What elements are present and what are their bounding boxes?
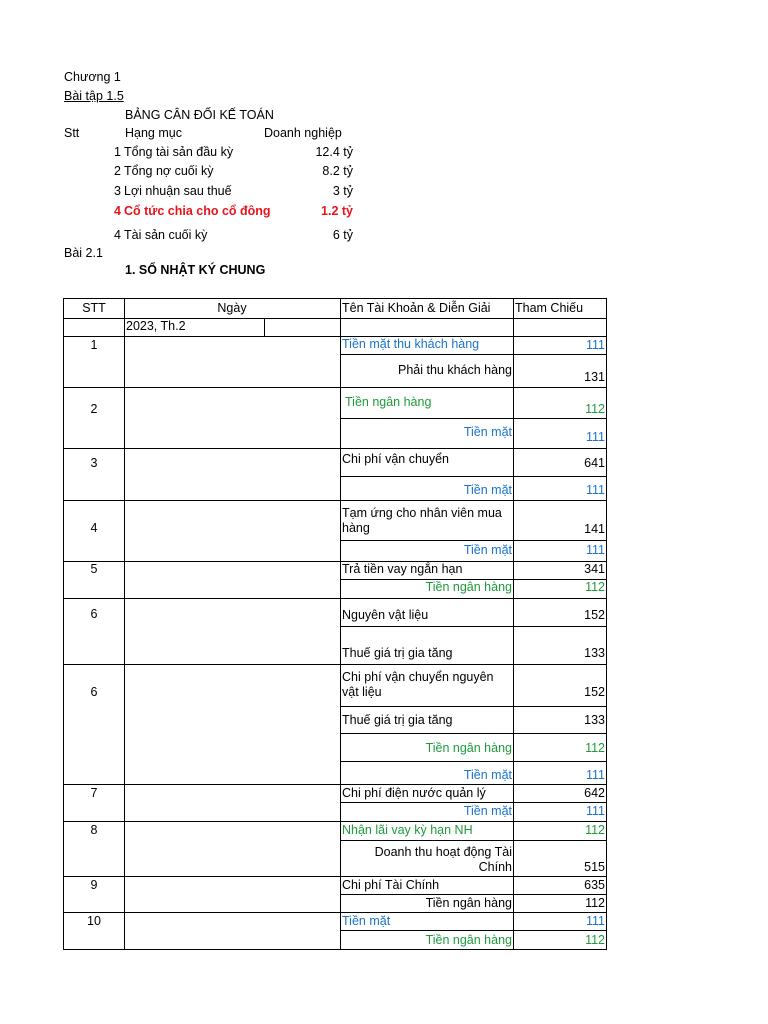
entry-ref: 133 [584, 646, 605, 660]
entry-debit-account: Nhận lãi vay kỳ hạn NH [342, 823, 473, 837]
balance-row-item: Cổ tức chia cho cổ đông [124, 204, 271, 218]
entry-ref: 642 [584, 786, 605, 800]
journal-header-account: Tên Tài Khoản & Diễn Giải [342, 301, 491, 315]
entry-ref: 112 [585, 741, 605, 755]
entry-ref: 635 [584, 878, 605, 892]
chapter-label: Chương 1 [64, 70, 121, 84]
exercise2-label: Bài 2.1 [64, 246, 103, 260]
entry-debit-account: Tiền mặt [342, 914, 391, 928]
col-stt-header: Stt [64, 126, 80, 140]
entry-debit-account: Thuế giá trị gia tăng [342, 646, 453, 660]
entry-debit-account: Tạm ứng cho nhân viên mua [342, 506, 502, 520]
balance-sheet-title: BẢNG CÂN ĐỐI KẾ TOÁN [125, 108, 274, 122]
balance-row-value: 8.2 tỷ [322, 164, 353, 178]
entry-stt: 5 [90, 562, 98, 576]
journal-header-stt: STT [82, 301, 106, 315]
entry-ref: 111 [585, 768, 605, 782]
entry-ref: 111 [585, 543, 605, 557]
entry-credit-account: Tiền ngân hàng [425, 933, 512, 947]
col-business-header: Doanh nghiệp [264, 126, 342, 140]
entry-ref: 111 [585, 914, 605, 928]
exercise-label: Bài tập 1.5 [64, 89, 124, 103]
balance-row-no: 2 [114, 164, 121, 178]
entry-ref: 112 [585, 823, 605, 837]
entry-ref: 112 [585, 933, 605, 947]
entry-debit-account-cont: hàng [342, 521, 370, 535]
entry-debit-account: Chi phí vận chuyển nguyên [342, 670, 494, 684]
entry-credit-account: Tiền ngân hàng [425, 896, 512, 910]
entry-credit-account: Doanh thu hoạt động Tài [374, 845, 512, 859]
entry-ref: 111 [585, 430, 605, 444]
entry-stt: 4 [90, 521, 98, 535]
balance-row-item: Tài sản cuối kỳ [124, 228, 208, 242]
entry-stt: 8 [90, 823, 98, 837]
entry-ref: 641 [584, 456, 605, 470]
balance-row-item: Tổng tài sản đầu kỳ [124, 145, 234, 159]
entry-stt: 2 [90, 402, 98, 416]
balance-row-no: 4 [114, 228, 121, 242]
entry-ref: 131 [584, 370, 605, 384]
entry-debit-account: Nguyên vật liệu [342, 608, 429, 622]
entry-credit-account-cont: Chính [478, 860, 512, 874]
entry-credit-account: Tiền ngân hàng [425, 580, 512, 594]
entry-ref: 141 [584, 522, 605, 536]
entry-ref: 112 [585, 896, 605, 910]
entry-ref: 111 [585, 804, 605, 818]
entry-stt: 6 [90, 607, 98, 621]
balance-row-value: 3 tỷ [332, 184, 353, 198]
entry-stt: 10 [87, 914, 101, 928]
entry-ref: 111 [585, 338, 605, 352]
entry-ref: 111 [585, 483, 605, 497]
entry-debit-account: Chi phí vận chuyển [342, 452, 450, 466]
entry-credit-account: Tiền mặt [463, 543, 512, 557]
entry-ref: 112 [585, 402, 605, 416]
entry-stt: 7 [90, 786, 98, 800]
entry-debit-account: Chi phí điện nước quản lý [342, 786, 486, 800]
entry-stt: 9 [90, 878, 98, 892]
journal-header-date: Ngày [217, 301, 247, 315]
entry-stt: 3 [90, 456, 98, 470]
entry-debit-account: Thuế giá trị gia tăng [342, 713, 453, 727]
col-item-header: Hạng mục [125, 126, 182, 140]
balance-row-item: Lợi nhuận sau thuế [124, 184, 232, 198]
journal-title: 1. SỔ NHẬT KÝ CHUNG [125, 263, 266, 277]
entry-ref: 112 [585, 580, 605, 594]
entry-stt: 1 [90, 338, 98, 352]
balance-row-value: 1.2 tỷ [321, 204, 353, 218]
entry-debit-account: Chi phí Tài Chính [342, 878, 440, 892]
entry-ref: 152 [584, 685, 605, 699]
journal-period: 2023, Th.2 [126, 319, 186, 333]
entry-debit-account: Tiền ngân hàng [345, 395, 432, 409]
journal-header-ref: Tham Chiếu [515, 301, 584, 315]
entry-credit-account: Tiền mặt [463, 483, 512, 497]
entry-debit-account: Tiền mặt thu khách hàng [342, 337, 480, 351]
entry-ref: 152 [584, 608, 605, 622]
entry-credit-account: Tiền ngân hàng [425, 741, 512, 755]
balance-row-item: Tổng nợ cuối kỳ [124, 164, 214, 178]
entry-credit-account: Tiền mặt [463, 768, 512, 782]
balance-row-no: 3 [114, 184, 121, 198]
entry-credit-account: Tiền mặt [463, 425, 512, 439]
entry-credit-account: Phải thu khách hàng [398, 363, 512, 377]
entry-ref: 341 [584, 562, 605, 576]
entry-credit-account: Tiền mặt [463, 804, 512, 818]
entry-stt: 6 [90, 685, 98, 699]
balance-row-no: 1 [114, 145, 121, 159]
entry-ref: 515 [584, 860, 605, 874]
balance-row-value: 12.4 tỷ [315, 145, 353, 159]
balance-row-no: 4 [114, 204, 121, 218]
entry-ref: 133 [584, 713, 605, 727]
entry-debit-account: Trả tiền vay ngắn hạn [342, 562, 463, 576]
entry-debit-account-cont: vật liệu [342, 685, 382, 699]
balance-row-value: 6 tỷ [332, 228, 353, 242]
